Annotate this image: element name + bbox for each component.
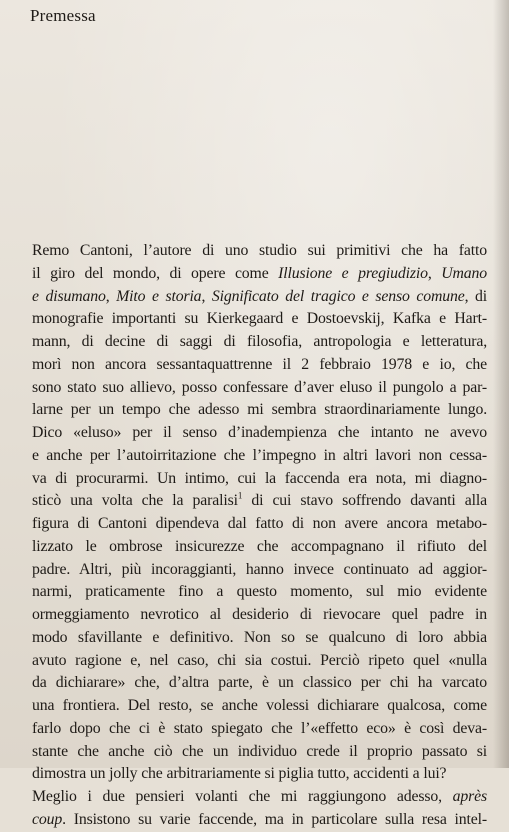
text-line: padre. Altri, più incoraggianti, hanno invece continuato ad aggior- bbox=[32, 560, 487, 578]
text-line: sticò una volta che la paralisi$^1$ di cui stavo soffrendo davanti alla bbox=[32, 490, 487, 510]
text-line: stante che anche ciò che un individuo crede il proprio passato si bbox=[32, 742, 487, 760]
italic-title: Illusione e pregiudizio bbox=[278, 264, 428, 282]
italic-title: Umano bbox=[441, 264, 487, 282]
italic-title: après bbox=[452, 788, 487, 805]
text-line: modo sfavillante e definitivo. Non so se qualcuno di loro abbia bbox=[32, 628, 487, 646]
text-line: Meglio i due pensieri volanti che mi raggiungono adesso, après bbox=[32, 788, 487, 805]
footnote-marker[interactable]: 1 bbox=[237, 490, 243, 501]
text-line: Remo Cantoni, l’autore di uno studio sui primitivi che ha fatto bbox=[32, 242, 487, 259]
italic-title: Significato del tragico e senso comune bbox=[211, 287, 465, 305]
text-line: narmi, praticamente fino a questo momento, sul mio evidente bbox=[32, 583, 487, 601]
section-heading: Premessa bbox=[30, 6, 96, 25]
text-line: ormeggiamento nevrotico al desiderio di rievocare quel padre in bbox=[32, 606, 487, 623]
text-line: una frontiera. Del resto, se anche volessi dichiarare qualcosa, come bbox=[32, 697, 487, 714]
text-line: lizzato le ombrose insicurezze che accompagnano il rifiuto del bbox=[32, 537, 487, 555]
body-text bbox=[32, 240, 487, 832]
text-line: dimostra un jolly che arbitrariamente si piglia tutto, accidenti a lui? bbox=[32, 765, 447, 783]
text-line: figura di Cantoni dipendeva dal fatto di non avere ancora metabo- bbox=[32, 515, 487, 532]
italic-title: e disumano bbox=[32, 287, 106, 305]
text-line: e anche per l’autoirritazione che l’impegno in altri lavori non cessa- bbox=[32, 446, 487, 464]
text-line: sono stato suo allievo, posso confessare d’aver eluso il pungolo a par- bbox=[32, 378, 487, 396]
text-line: da dichiarare» che, d’altra parte, è un classico per chi ha varcato bbox=[32, 674, 487, 692]
text-line: farlo dopo che ci è stato spiegato che l’«effetto eco» è così deva- bbox=[32, 719, 487, 737]
text-line: va di procurarmi. Un intimo, cui la faccenda era nota, mi diagno- bbox=[32, 469, 487, 487]
text-line: e disumano, Mito e storia, Significato del tragico e senso comune, di bbox=[32, 287, 487, 305]
text-line: coup. Insistono su varie faccende, ma in particolare sulla resa intel- bbox=[32, 810, 487, 828]
text-line: il giro del mondo, di opere come Illusione e pregiudizio, Umano bbox=[32, 264, 487, 282]
text-line: morì non ancora sessantaquattrenne il 2 febbraio 1978 e io, che bbox=[32, 355, 487, 373]
text-line: monografie importanti su Kierkegaard e Dostoevskij, Kafka e Hart- bbox=[32, 310, 487, 328]
italic-title: coup bbox=[32, 810, 63, 828]
text-line: avuto ragione e, nel caso, chi sia costui. Perciò ripeto quel «nulla bbox=[32, 651, 487, 669]
show-through-texture bbox=[130, 8, 490, 238]
italic-title: Mito e storia bbox=[116, 287, 202, 305]
text-line: mann, di decine di saggi di filosofia, antropologia e letteratura, bbox=[32, 333, 487, 350]
text-line: Dico «eluso» per il senso d’inadempienza che intanto ne avevo bbox=[32, 424, 487, 441]
text-line: larne per un tempo che adesso mi sembra straordinariamente lungo. bbox=[32, 401, 487, 419]
